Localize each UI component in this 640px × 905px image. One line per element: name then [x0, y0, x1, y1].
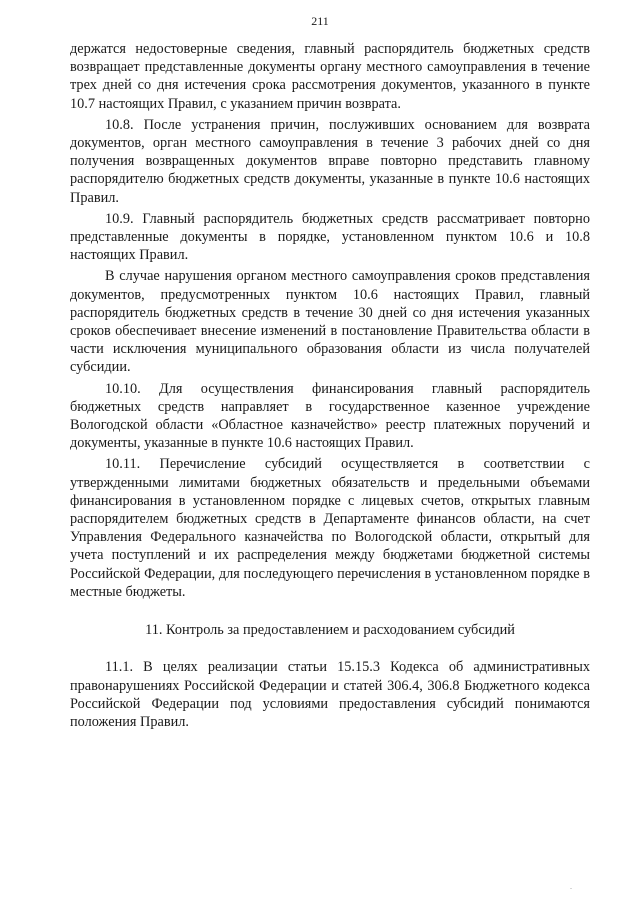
- paragraph-10-11: 10.11. Перечисление субсидий осуществляется в соответствии с утвержденными лимитами бюджетных обязательств и предельными объемами финансирования в установленном порядке с лицевых счетов, открытых главным распорядителем бюджетных средств в Департаменте финансов области, на счет Управления Федерального казначейства по Вологодской области, открытый для учета поступлений и их распределения между бюджетами бюджетной системы Российской Федерации, для последующего перечисления в установленном порядке в местные бюджеты.: [70, 456, 590, 600]
- page-number: 211: [311, 14, 329, 28]
- paragraph-11-1: 11.1. В целях реализации статьи 15.15.3 Кодекса об административных правонарушениях Российской Федерации и статей 306.4, 306.8 Бюджетного кодекса Российской Федерации под условиями предоставления субсидий понимаются положения Правил.: [70, 659, 590, 730]
- document-body: [70, 40, 590, 731]
- scan-artifact-mark: .: [570, 882, 572, 891]
- paragraph-10-10: 10.10. Для осуществления финансирования главный распорядитель бюджетных средств направляет в государственное казенное учреждение Вологодской области «Областное казначейство» реестр платежных поручений и документы, указанные в пункте 10.6 настоящих Правил.: [70, 380, 590, 452]
- paragraph-violation-case: В случае нарушения органом местного самоуправления сроков представления документов, предусмотренных пунктом 10.6 настоящих Правил, главный распорядитель бюджетных средств в течение 30 дней со дня истечения указанных сроков обеспечивает внесение изменений в постановление Правительства области в части исключения муниципального образования области из числа получателей субсидии.: [70, 268, 590, 376]
- paragraph-continuation: держатся недостоверные сведения, главный распорядитель бюджетных средств возвращает представленные документы органу местного самоуправления в течение трех дней со дня истечения срока рассмотрения документов, указанного в пункте 10.7 настоящих Правил, с указанием причин возврата.: [70, 41, 590, 112]
- paragraph-10-9: 10.9. Главный распорядитель бюджетных средств рассматривает повторно представленные документы в порядке, установленном пунктом 10.6 и 10.8 настоящих Правил.: [70, 210, 590, 264]
- paragraph-10-8: 10.8. После устранения причин, послуживших основанием для возврата документов, орган местного самоуправления в течение 3 рабочих дней со дня получения возвращенных документов вправе повторно представить главному распорядителю бюджетных средств документы, указанные в пункте 10.6 настоящих Правил.: [70, 116, 590, 206]
- section-heading: 11. Контроль за предоставлением и расходованием субсидий: [145, 622, 515, 639]
